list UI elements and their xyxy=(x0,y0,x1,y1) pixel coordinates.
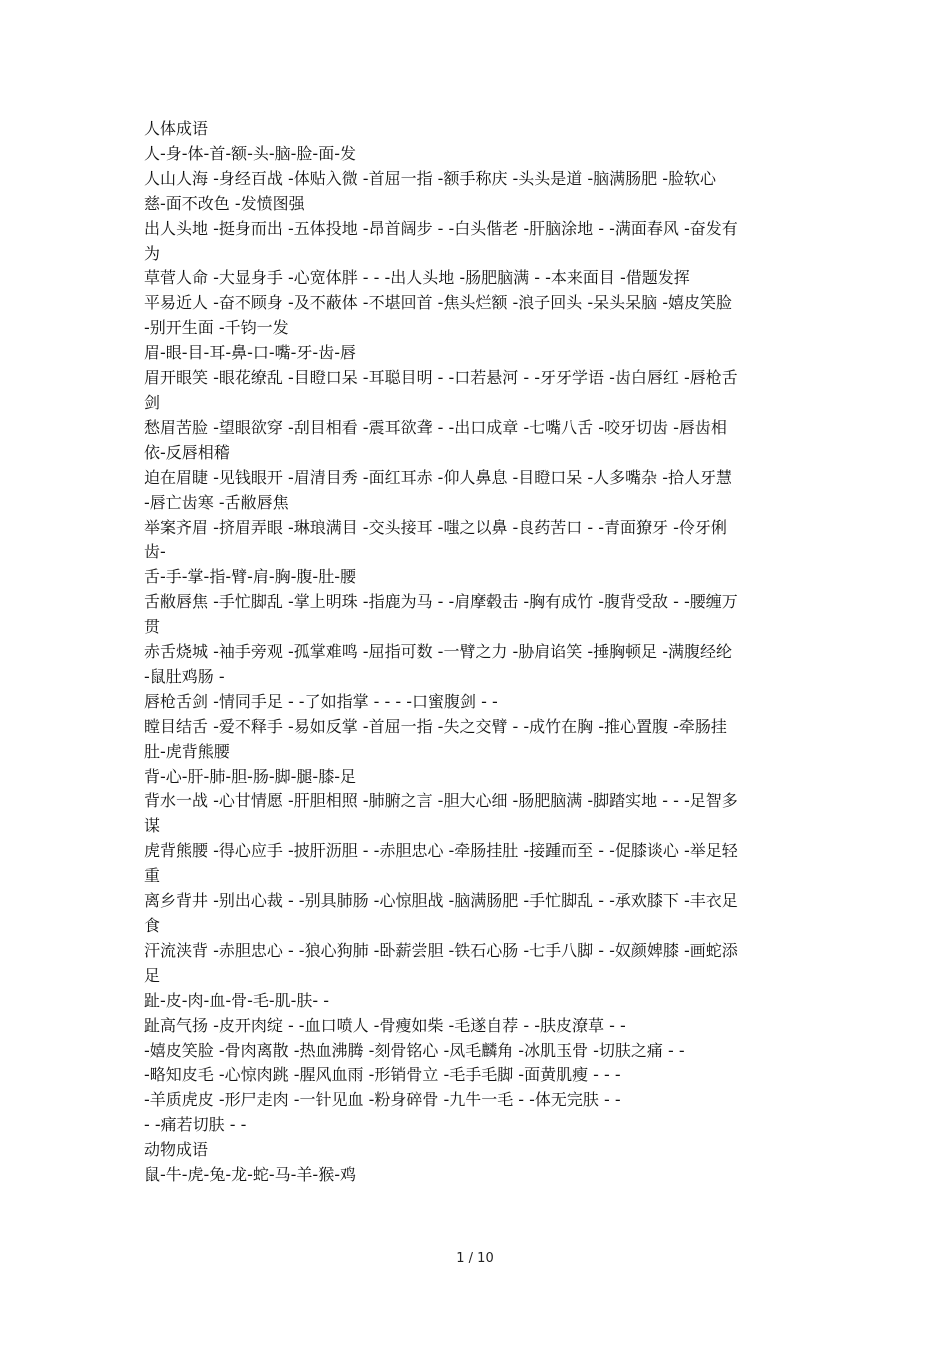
text-line: 草菅人命 -大显身手 -心宽体胖 - - -出人头地 -肠肥脑满 - -本来面目 -借题发挥 xyxy=(144,268,690,288)
text-line: 平易近人 -奋不顾身 -及不蔽体 -不堪回首 -焦头烂额 -浪子回头 -呆头呆脑 -嬉皮笑脸 xyxy=(144,293,733,313)
text-line: -唇亡齿寒 -舌敝唇焦 xyxy=(144,492,289,512)
text-line: 慈-面不改色 -发愤图强 xyxy=(144,193,305,213)
text-line: 人体成语 xyxy=(144,119,209,138)
text-line: -鼠肚鸡肠 - xyxy=(144,666,225,686)
text-line: 离乡背井 -别出心裁 - -别具肺肠 -心惊胆战 -脑满肠肥 -手忙脚乱 - -承欢膝下 -丰衣足 xyxy=(144,891,738,911)
text-line: 谋 xyxy=(144,816,161,836)
text-line: 唇枪舌剑 -情同手足 - -了如指掌 - - - -口蜜腹剑 - - xyxy=(144,691,498,711)
text-line: 食 xyxy=(144,916,161,935)
text-line: 举案齐眉 -挤眉弄眼 -琳琅满目 -交头接耳 -嗤之以鼻 -良药苦口 - -青面獠牙 -伶牙俐 xyxy=(144,517,727,537)
text-line: 动物成语 xyxy=(144,1140,209,1160)
text-line: 出人头地 -挺身而出 -五体投地 -昂首阔步 - -白头偕老 -肝脑涂地 - -满面春风 -奋发有 xyxy=(144,218,738,238)
text-line: 赤舌烧城 -袖手旁观 -孤掌难鸣 -屈指可数 -一臂之力 -胁肩谄笑 -捶胸顿足 -满腹经纶 xyxy=(144,642,733,662)
text-line: -别开生面 -千钧一发 xyxy=(144,318,289,338)
text-line: 贯 xyxy=(144,617,161,637)
text-line: 为 xyxy=(144,243,161,263)
text-line: 剑 xyxy=(144,392,161,412)
text-line: 虎背熊腰 -得心应手 -披肝沥胆 - -赤胆忠心 -牵肠挂肚 -接踵而至 - -促膝谈心 -举足轻 xyxy=(144,841,738,861)
text-line: -略知皮毛 -心惊肉跳 -腥风血雨 -形销骨立 -毛手毛脚 -面黄肌瘦 - - - xyxy=(144,1065,621,1085)
text-line: 背水一战 -心甘情愿 -肝胆相照 -肺腑之言 -胆大心细 -肠肥脑满 -脚踏实地 - - -足智多 xyxy=(144,791,738,811)
text-line: 眉开眼笑 -眼花缭乱 -目瞪口呆 -耳聪目明 - -口若悬河 - -牙牙学语 -齿白唇红 -唇枪舌 xyxy=(144,368,738,388)
text-line: 重 xyxy=(144,866,161,886)
text-line: - -痛若切肤 - - xyxy=(144,1115,247,1135)
text-line: 背-心-肝-肺-胆-肠-脚-腿-膝-足 xyxy=(144,766,356,786)
text-line: -嬉皮笑脸 -骨肉离散 -热血沸腾 -刻骨铭心 -凤毛麟角 -冰肌玉骨 -切肤之痛 - - xyxy=(144,1040,685,1060)
text-line: -羊质虎皮 -形尸走肉 -一针见血 -粉身碎骨 -九牛一毛 - -体无完肤 - - xyxy=(144,1090,621,1110)
text-line: 人-身-体-首-额-头-脑-脸-面-发 xyxy=(144,143,356,163)
text-line: 迫在眉睫 -见钱眼开 -眉清目秀 -面红耳赤 -仰人鼻息 -目瞪口呆 -人多嘴杂 -拾人牙慧 xyxy=(144,467,733,487)
text-line: 趾-皮-肉-血-骨-毛-肌-肤- - xyxy=(144,990,330,1010)
text-line: 足 xyxy=(144,965,161,985)
text-line: 汗流浃背 -赤胆忠心 - -狼心狗肺 -卧薪尝胆 -铁石心肠 -七手八脚 - -奴颜婢膝 -画蛇添 xyxy=(144,940,738,960)
text-line: 鼠-牛-虎-兔-龙-蛇-马-羊-猴-鸡 xyxy=(144,1165,356,1185)
text-line: 肚-虎背熊腰 xyxy=(144,741,230,761)
text-line: 眉-眼-目-耳-鼻-口-嘴-牙-齿-唇 xyxy=(144,343,356,363)
text-line: 舌-手-掌-指-臂-肩-胸-腹-肚-腰 xyxy=(144,567,356,587)
document-body xyxy=(144,117,810,1188)
text-line: 人山人海 -身经百战 -体贴入微 -首屈一指 -额手称庆 -头头是道 -脑满肠肥 -脸软心 xyxy=(144,168,717,188)
text-line: 瞠目结舌 -爱不释手 -易如反掌 -首屈一指 -失之交臂 - -成竹在胸 -推心置腹 -牵肠挂 xyxy=(144,716,727,736)
page-number: 1 / 10 xyxy=(456,1251,494,1266)
text-line: 趾高气扬 -皮开肉绽 - -血口喷人 -骨瘦如柴 -毛遂自荐 - -肤皮潦草 - - xyxy=(144,1015,626,1035)
text-line: 依-反唇相稽 xyxy=(144,442,230,462)
text-line: 齿- xyxy=(144,542,166,562)
text-line: 愁眉苦脸 -望眼欲穿 -刮目相看 -震耳欲聋 - -出口成章 -七嘴八舌 -咬牙切齿 -唇齿相 xyxy=(144,417,727,437)
text-line: 舌敝唇焦 -手忙脚乱 -掌上明珠 -指鹿为马 - -肩摩毂击 -胸有成竹 -腹背受敌 - -腰缠万 xyxy=(144,592,738,612)
